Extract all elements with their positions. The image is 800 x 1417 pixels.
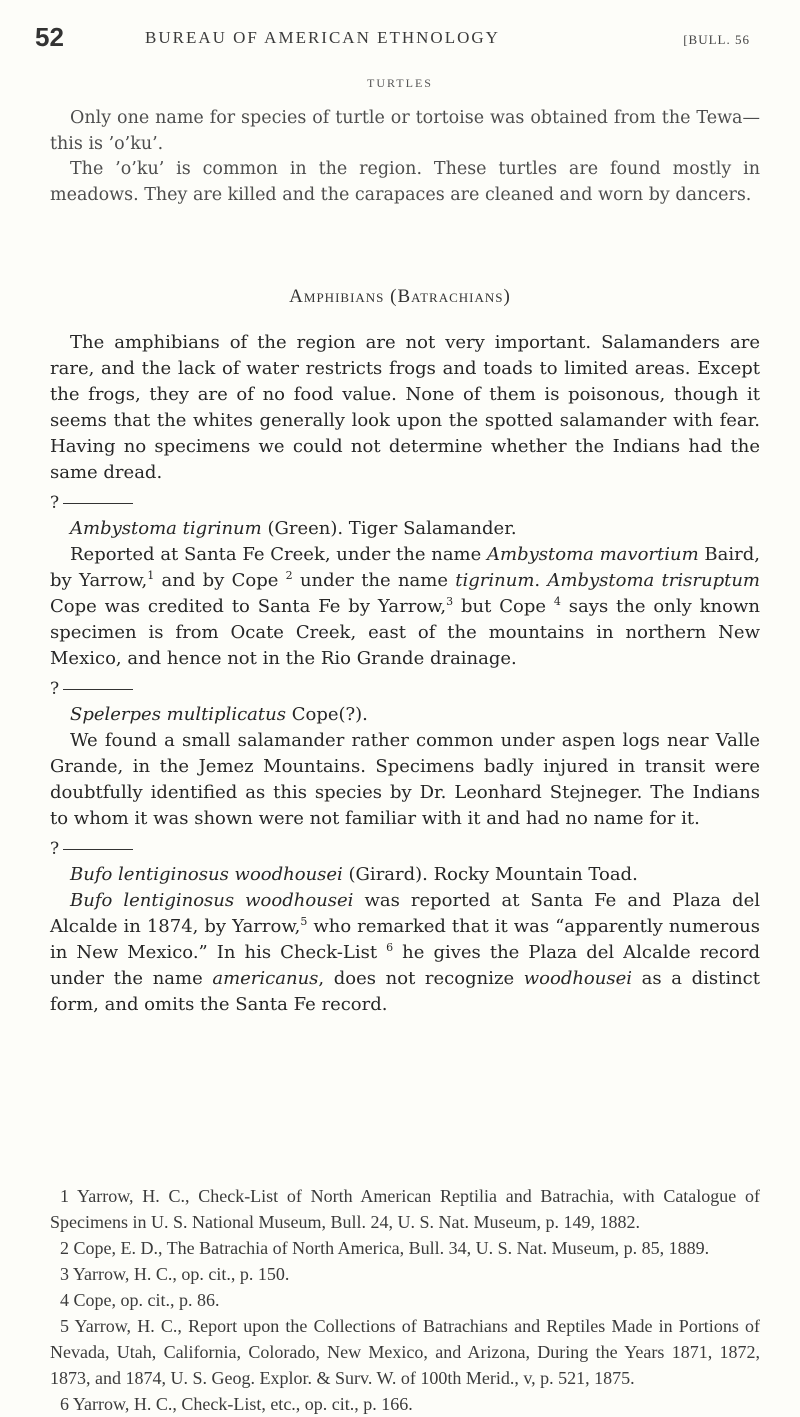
footnotes [50,1183,760,1417]
query-mark: ? [50,838,760,860]
footnote-ref: 1 [147,569,155,582]
running-title: BUREAU OF AMERICAN ETHNOLOGY [145,28,500,47]
footnote-ref: 3 [446,595,454,608]
footnote: 5 Yarrow, H. C., Report upon the Collections of Batrachians and Reptiles Made in Portions of Nevada, Utah, California, Colorado, New Mexico, and Arizona, During the Years 1871, 1872, 1873, and 1874, U. S. Geog. Explor. & Surv. W. of 100th Merid., v, p. 521, 1875. [50,1316,760,1388]
page-header [35,22,750,56]
footnote-ref: 2 [285,569,293,582]
footnote-ref: 5 [300,915,308,928]
footnote: 1 Yarrow, H. C., Check-List of North American Reptilia and Batrachia, with Catalogue of Specimens in U. S. National Museum, Bull. 24, U. S. Nat. Museum, p. 149, 1882. [50,1186,760,1232]
query-rule [63,503,133,504]
species-heading: Spelerpes multiplicatus Cope(?). [70,704,368,725]
species-name: Spelerpes multiplicatus [70,704,286,725]
turtles-heading: TURTLES [367,76,433,90]
footnote: 4 Cope, op. cit., p. 86. [60,1290,220,1310]
footnote: 6 Yarrow, H. C., Check-List, etc., op. cit., p. 166. [60,1394,413,1414]
footnote: 2 Cope, E. D., The Batrachia of North America, Bull. 34, U. S. Nat. Museum, p. 85, 1889. [60,1238,710,1258]
footnote: 3 Yarrow, H. C., op. cit., p. 150. [60,1264,290,1284]
amphibians-intro: The amphibians of the region are not very important. Salamanders are rare, and the lack of water restricts frogs and toads to limited areas. Except the frogs, they are of no food value. None of them is poisonous, though it seems that the whites generally look upon the spotted salamander with fear. Having no specimens we could not determine whether the Indians had the same dread. [50,332,760,483]
species-name: Bufo lentiginosus woodhousei [70,864,343,885]
amphibians-section [50,330,760,1018]
turtles-paragraph-1: Only one name for species of turtle or tortoise was obtained from the Tewa—this is ’o’ku’. [50,108,760,154]
page-number: 52 [35,22,64,52]
footnote-ref: 6 [386,941,394,954]
species-description: We found a small salamander rather common under aspen logs near Valle Grande, in the Jemez Mountains. Specimens badly injured in transit were doubtfully identified as this species by Dr. Leonhard Stejneger. The Indians to whom it was shown were not familiar with it and had no name for it. [50,730,760,829]
query-rule [63,689,133,690]
query-rule [63,849,133,850]
turtles-section [50,106,760,208]
species-description: Reported at Santa Fe Creek, under the name Ambystoma mavortium Baird, by Yarrow,$^1$ and by Cope $^2$ under the name tigrinum. Ambystoma trisruptum Cope was credited to Santa Fe by Yarrow,$^3$ but Cope $^4$ says the only known specimen is from Ocate Creek, east of the mountains in northern New Mexico, and hence not in the Rio Grande drainage. [50,544,760,669]
turtles-paragraph-2: The ’o’ku’ is common in the region. These turtles are found mostly in meadows. They are killed and the carapaces are cleaned and worn by dancers. [50,159,760,205]
species-name: Ambystoma tigrinum [70,518,262,539]
species-heading: Ambystoma tigrinum (Green). Tiger Salamander. [70,518,517,539]
query-mark: ? [50,678,760,700]
species-description: Bufo lentiginosus woodhousei was reported at Santa Fe and Plaza del Alcalde in 1874, by Yarrow,$^5$ who remarked that it was “apparently numerous in New Mexico.” In his Check-List $^6$ he gives the Plaza del Alcalde record under the name americanus, does not recognize woodhousei as a distinct form, and omits the Santa Fe record. [50,890,760,1015]
bulletin-number: [BULL. 56 [683,32,750,47]
amphibians-heading: Amphibians (Batrachians) [289,286,511,307]
species-heading: Bufo lentiginosus woodhousei (Girard). Rocky Mountain Toad. [70,864,638,885]
footnote-ref: 4 [553,595,561,608]
query-mark: ? [50,492,760,514]
